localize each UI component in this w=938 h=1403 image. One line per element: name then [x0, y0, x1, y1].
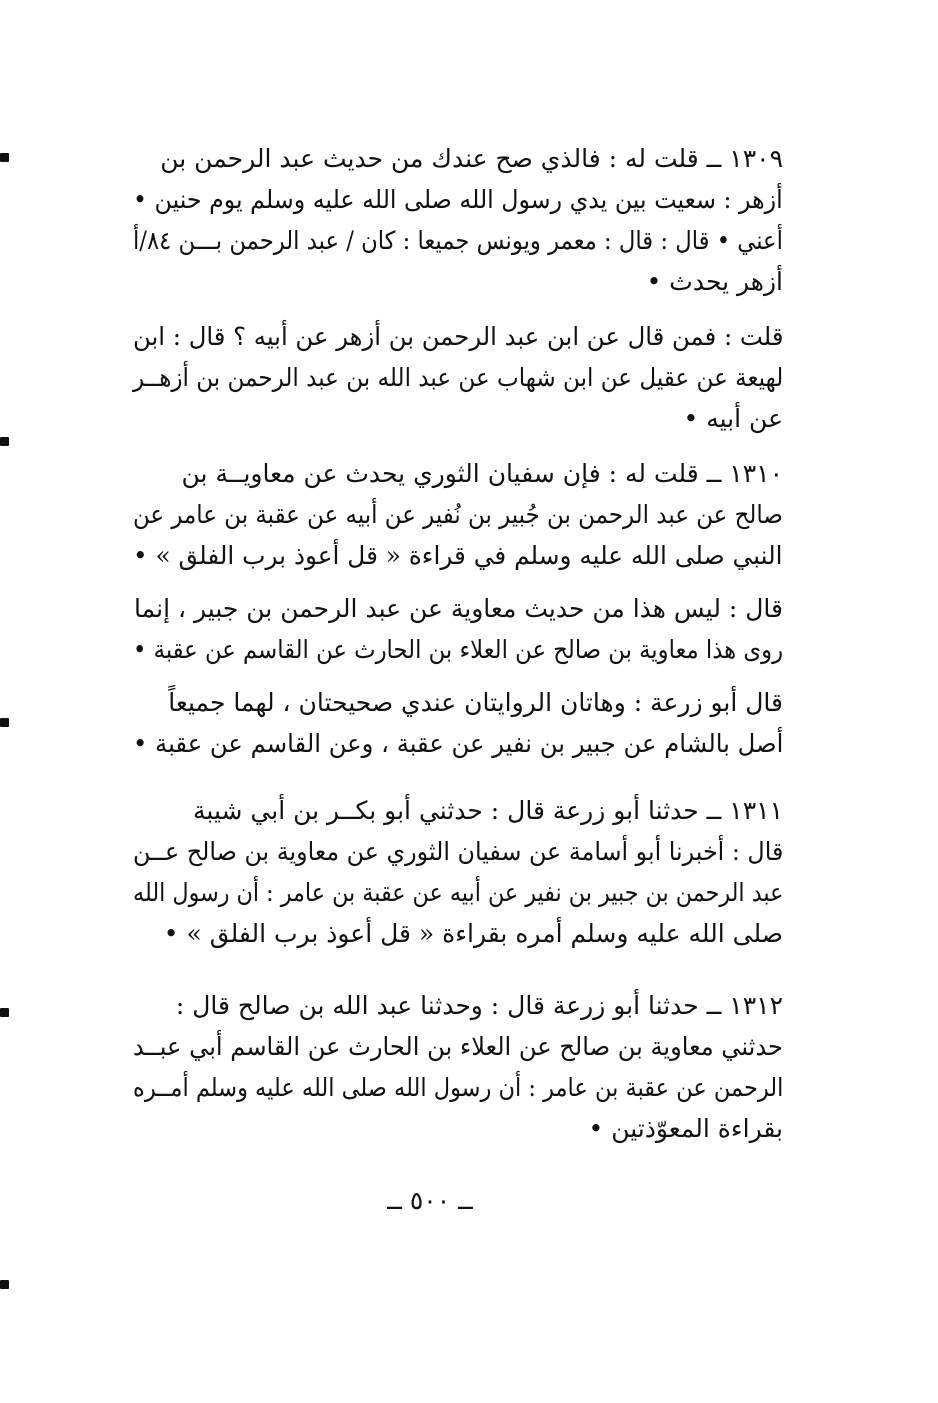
text-line: ١٣١١ ــ حدثنا أبو زرعة قال : حدثني أبو بكــر بن أبي شيبة — [193, 796, 783, 825]
text-line: صلى الله عليه وسلم أمره بقراءة « قل أعوذ برب الفلق » • — [163, 919, 783, 948]
text-line: روى هذا معاوية بن صالح عن العلاء بن الحارث عن القاسم عن عقبة • — [132, 635, 783, 664]
page-number: ــ ٥٠٠ ــ — [387, 1186, 473, 1215]
text-line: بقراءة المعوّذتين • — [588, 1114, 783, 1143]
text-line: أصل بالشام عن جبير بن نفير عن عقبة ، وعن القاسم عن عقبة • — [132, 729, 783, 758]
scan-edge-mark — [0, 437, 9, 446]
text-line: أزهر : سعيت بين يدي رسول الله صلى الله عليه وسلم يوم حنين • — [133, 185, 783, 214]
text-line: عبد الرحمن بن جبير بن نفير عن أبيه عن عقبة بن عامر : أن رسول الله — [132, 878, 783, 907]
text-line: قال أبو زرعة : وهاتان الروايتان عندي صحيحتان ، لهما جميعاً — [168, 688, 783, 717]
scan-edge-mark — [0, 153, 9, 162]
text-line: صالح عن عبد الرحمن بن جُبير بن نُفير عن أبيه عن عقبة بن عامر عن — [133, 500, 783, 529]
text-line: قال : ليس هذا من حديث معاوية عن عبد الرحمن بن جبير ، إنما — [134, 594, 783, 623]
text-line: أزهر يحدث • — [646, 267, 783, 296]
scan-edge-mark — [0, 1008, 9, 1017]
text-line: أعني • قال : قال : معمر ويونس جميعا : كان / عبد الرحمن بـــن ٨٤/أ — [133, 226, 783, 255]
text-line: ١٣٠٩ ــ قلت له : فالذي صح عندك من حديث عبد الرحمن بن — [160, 144, 783, 173]
scan-edge-mark — [0, 718, 9, 727]
scan-edge-mark — [0, 1280, 9, 1289]
text-line: قلت : فمن قال عن ابن عبد الرحمن بن أزهر عن أبيه ؟ قال : ابن — [132, 322, 783, 351]
text-line: قال : أخبرنا أبو أسامة عن سفيان الثوري عن معاوية بن صالح عــن — [132, 837, 783, 866]
text-line: عن أبيه • — [683, 404, 783, 433]
text-line: حدثني معاوية بن صالح عن العلاء بن الحارث عن القاسم أبي عبــد — [133, 1032, 783, 1061]
text-line: النبي صلى الله عليه وسلم في قراءة « قل أعوذ برب الفلق » • — [133, 541, 783, 570]
text-line: لهيعة عن عقيل عن ابن شهاب عن عبد الله بن عبد الرحمن بن أزهــر — [132, 363, 783, 392]
text-line: الرحمن عن عقبة بن عامر : أن رسول الله صلى الله عليه وسلم أمــره — [132, 1073, 783, 1102]
text-line: ١٣١٠ ــ قلت له : فإن سفيان الثوري يحدث عن معاويــة بن — [181, 459, 783, 488]
text-line: ١٣١٢ ــ حدثنا أبو زرعة قال : وحدثنا عبد الله بن صالح قال : — [175, 991, 783, 1020]
